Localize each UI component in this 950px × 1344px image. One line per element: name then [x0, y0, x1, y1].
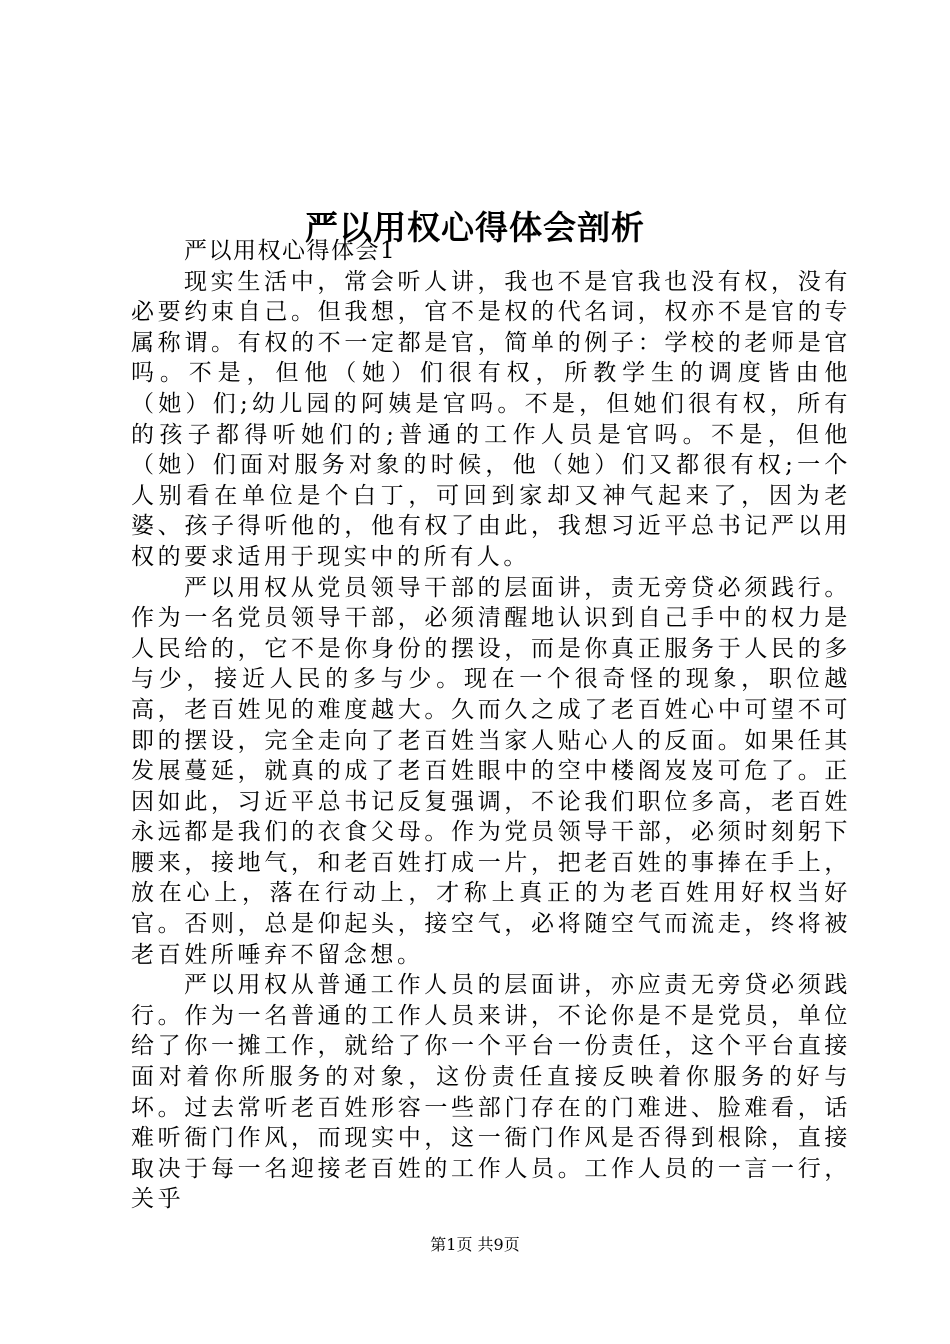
section-subheading: 严以用权心得体会1	[184, 238, 397, 264]
paragraph-1: 现实生活中，常会听人讲，我也不是官我也没有权，没有必要约束自己。但我想，官不是权的代名词，权亦不是官的专属称谓。有权的不一定都是官，简单的例子：学校的老师是官吗。不是，但他（她）们很有权，所教学生的调度皆由他（她）们;幼儿园的阿姨是官吗。不是，但她们很有权，所有的孩子都得听她们的;普通的工作人员是官吗。不是，但他（她）们面对服务对象的时候，他（她）们又都很有权;一个人别看在单位是个白丁，可回到家却又神气起来了，因为老婆、孩子得听他的，他有权了由此，我想习近平总书记严以用权的要求适用于现实中的所有人。	[131, 268, 851, 570]
page-footer: 第1页 共9页	[430, 1235, 520, 1254]
document-body	[131, 236, 851, 1215]
document-title: 严以用权心得体会剖析	[305, 208, 645, 248]
paragraph-3: 严以用权从普通工作人员的层面讲，亦应责无旁贷必须践行。作为一名普通的工作人员来讲，不论你是不是党员，单位给了你一摊工作，就给了你一个平台一份责任，这个平台直接面对着你所服务的对象，这份责任直接反映着你服务的好与坏。过去常听老百姓形容一些部门存在的门难进、脸难看，话难听衙门作风，而现实中，这一衙门作风是否得到根除，直接取决于每一名迎接老百姓的工作人员。工作人员的一言一行，关乎	[131, 972, 851, 1213]
paragraph-2: 严以用权从党员领导干部的层面讲，责无旁贷必须践行。作为一名党员领导干部，必须清醒地认识到自己手中的权力是人民给的，它不是你身份的摆设，而是你真正服务于人民的多与少，接近人民的多与少。现在一个很奇怪的现象，职位越高，老百姓见的难度越大。久而久之成了老百姓心中可望不可即的摆设，完全走向了老百姓当家人贴心人的反面。如果任其发展蔓延，就真的成了老百姓眼中的空中楼阁岌岌可危了。正因如此，习近平总书记反复强调，不论我们职位多高，老百姓永远都是我们的衣食父母。作为党员领导干部，必须时刻躬下腰来，接地气，和老百姓打成一片，把老百姓的事捧在手上，放在心上，落在行动上，才称上真正的为老百姓用好权当好官。否则，总是仰起头，接空气，必将随空气而流走，终将被老百姓所唾弃不留念想。	[131, 574, 851, 968]
